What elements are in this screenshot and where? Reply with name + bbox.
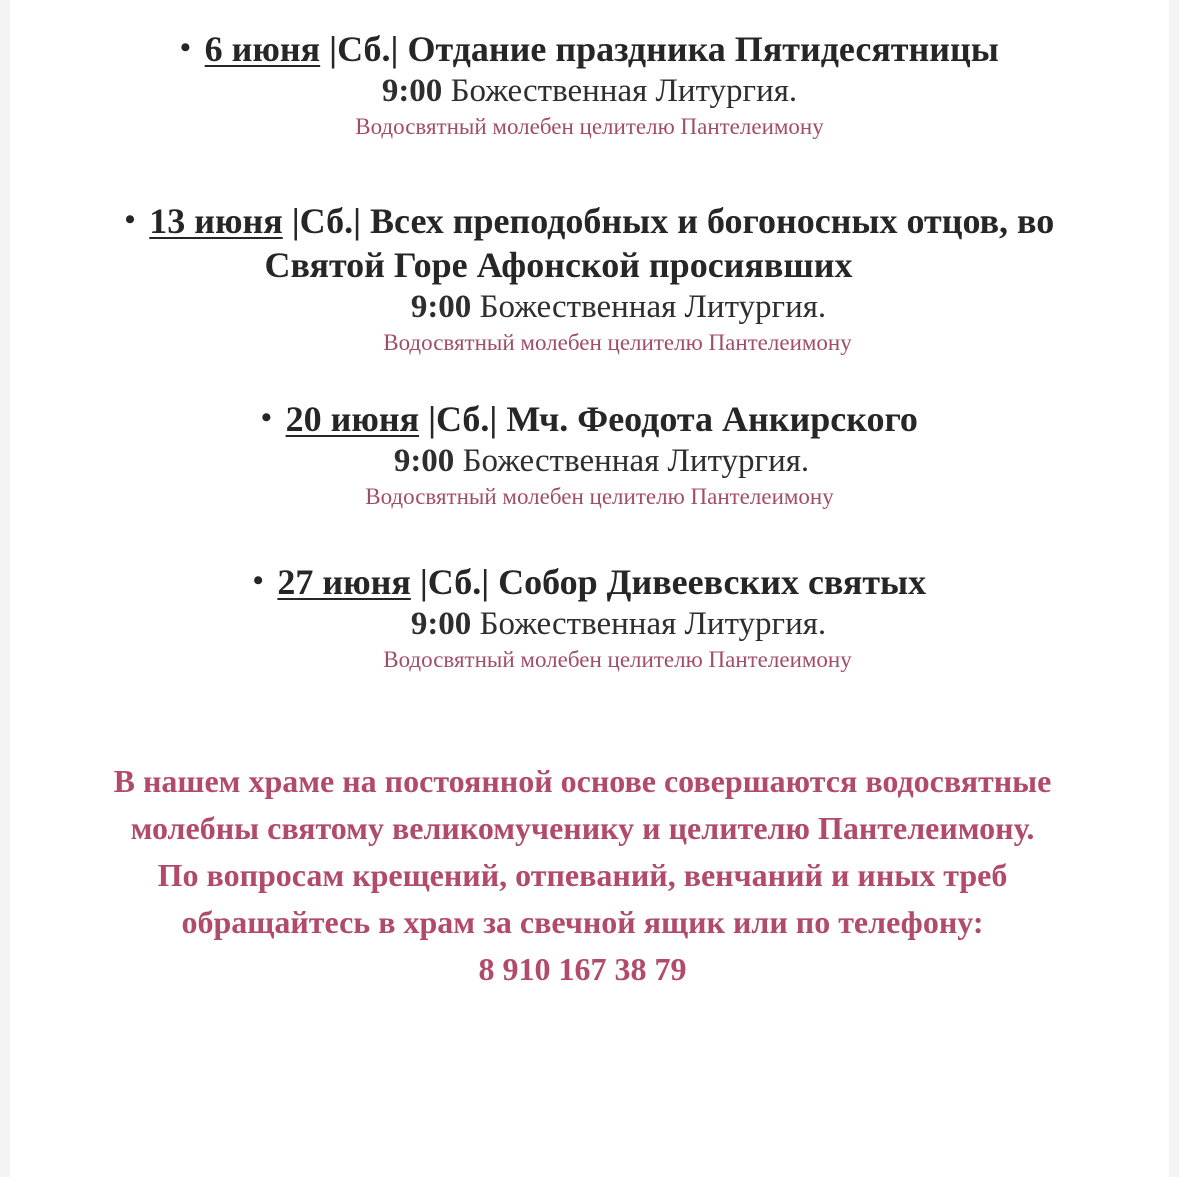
event-1 [0, 26, 1179, 143]
event-title [0, 26, 1179, 71]
service-name: Божественная Литургия. [479, 606, 827, 642]
service-name: Божественная Литургия. [450, 73, 798, 109]
phone-number: 8 910 167 38 79 [478, 951, 687, 987]
prayer-line: Водосвятный молебен целителю Пантелеимону [383, 330, 852, 355]
event-date: 27 июня [277, 562, 411, 602]
service-time: 9:00 [393, 443, 455, 479]
event-title [0, 198, 1179, 243]
prayer-line: Водосвятный молебен целителю Пантелеимону [383, 647, 852, 672]
event-date: 20 июня [285, 399, 420, 439]
service-time: 9:00 [410, 606, 472, 642]
event-day: |Сб.| [428, 399, 498, 439]
event-date: 13 июня [149, 201, 283, 241]
event-day: |Сб.| [329, 29, 399, 69]
event-4 [0, 559, 1179, 676]
bullet-icon: • [180, 31, 191, 64]
service-time: 9:00 [410, 289, 472, 325]
event-name-line2: Святой Горе Афонской просиявших [264, 245, 853, 285]
event-3 [0, 396, 1179, 513]
notice-line-3: По вопросам крещений, отпеваний, венчаний и иных треб [157, 857, 1008, 893]
prayer-line: Водосвятный молебен целителю Пантелеимону [355, 114, 824, 139]
service-time: 9:00 [381, 73, 443, 109]
service-line [58, 287, 1179, 327]
event-name: Отдание праздника Пятидесятницы [407, 29, 999, 69]
event-2 [0, 198, 1179, 359]
service-name: Божественная Литургия. [479, 289, 827, 325]
prayer-line: Водосвятный молебен целителю Пантелеимону [365, 484, 834, 509]
service-name: Божественная Литургия. [462, 443, 810, 479]
service-line [24, 441, 1179, 481]
event-date: 6 июня [204, 29, 321, 69]
bullet-icon: • [124, 203, 136, 236]
event-name: Собор Дивеевских святых [498, 562, 927, 602]
event-name: Всех преподобных и богоносных отцов, во [370, 201, 1055, 241]
notice-line-2: молебны святому великомученику и целителю Пантелеимону. [130, 810, 1035, 846]
event-day: |Сб.| [419, 562, 490, 602]
event-name: Мч. Феодота Анкирского [506, 399, 918, 439]
event-day: |Сб.| [291, 201, 362, 241]
event-title [0, 559, 1179, 604]
service-line [58, 604, 1179, 644]
notice-line-1: В нашем храме на постоянной основе совершаются водосвятные [113, 763, 1052, 799]
event-title [0, 396, 1179, 441]
notice-block [0, 758, 1165, 993]
service-line [0, 71, 1179, 111]
bullet-icon: • [252, 564, 264, 597]
bullet-icon: • [261, 401, 272, 434]
notice-line-4: обращайтесь в храм за свечной ящик или по телефону: [181, 904, 984, 940]
